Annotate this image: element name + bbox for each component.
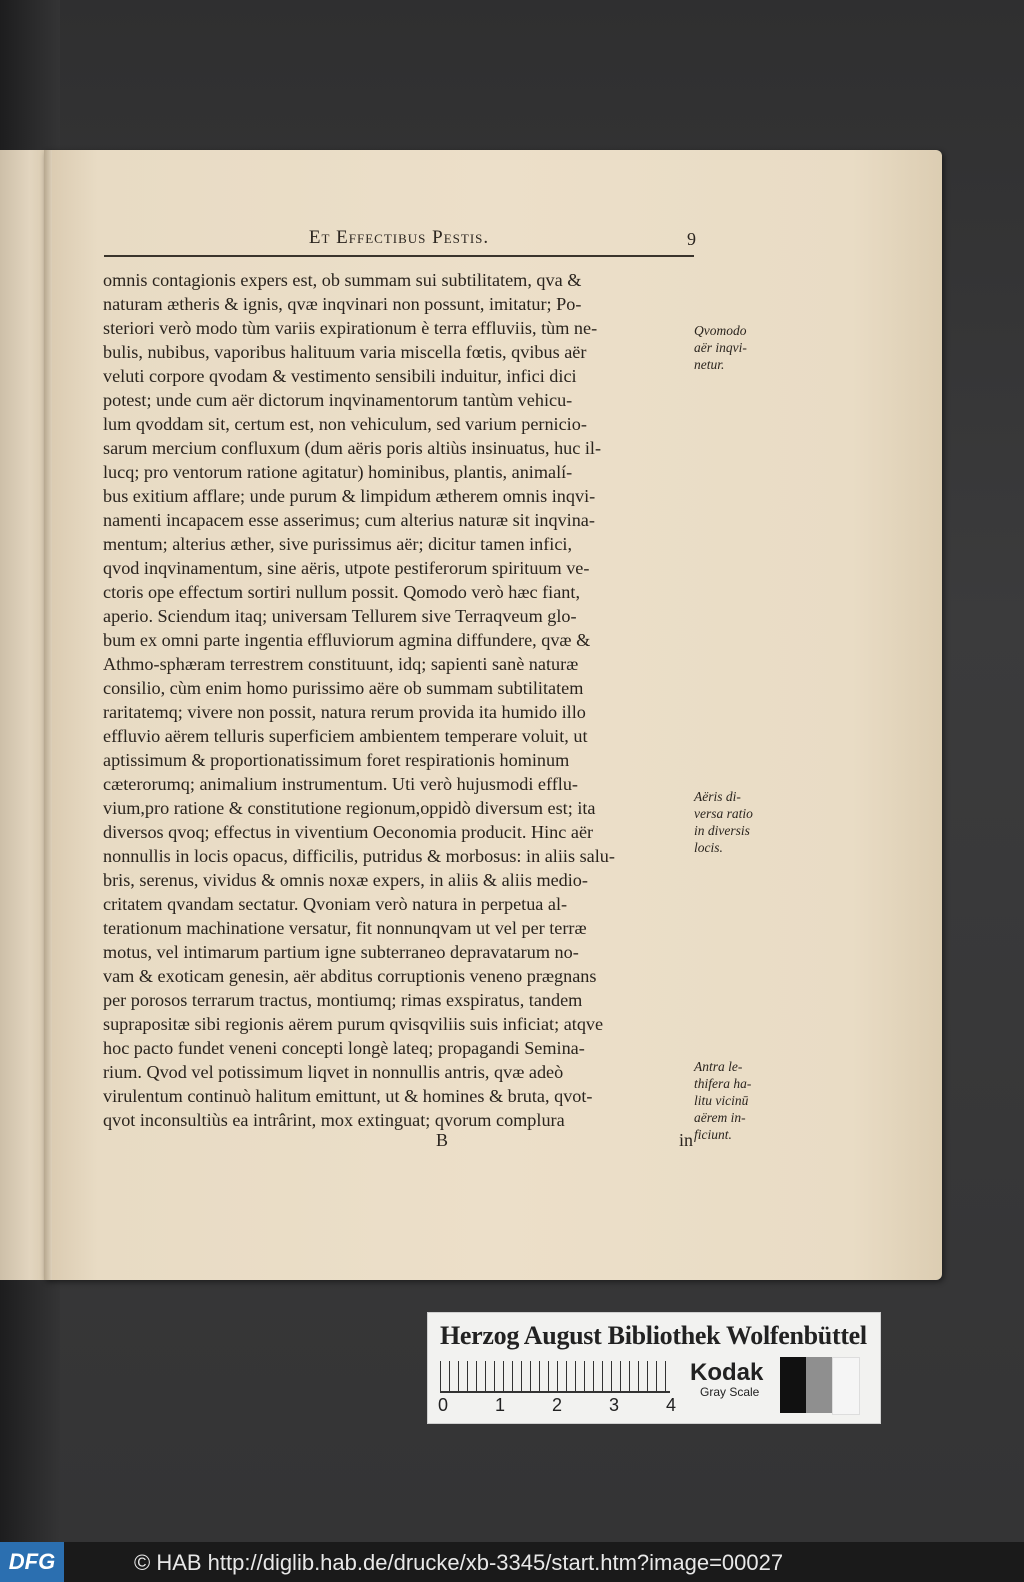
text-line: per porosos terrarum tractus, montiumq; rimas exspiratus, tandem	[103, 990, 583, 1010]
text-line: rium. Qvod vel potissimum liqvet in nonnullis antris, qvæ adeò	[103, 1062, 564, 1082]
black-swatch	[780, 1357, 806, 1413]
text-line: steriori verò modo tùm variis expirationum è terra effluviis, tùm ne-	[103, 318, 598, 338]
text-line: virulentum continuò halitum emittunt, ut & homines & bruta, qvot-	[103, 1086, 593, 1106]
dfg-logo[interactable]: DFG	[0, 1542, 64, 1582]
text-line: consilio, cùm enim homo purissimo aëre ob summam subtilitatem	[103, 678, 584, 698]
text-line: mentum; alterius æther, sive purissimus aër; dicitur tamen infici,	[103, 534, 573, 554]
text-line: lucq; pro ventorum ratione agitatur) hominibus, plantis, animalí-	[103, 462, 573, 482]
catchword: in	[678, 1130, 693, 1150]
page-footer	[103, 1130, 693, 1158]
page-number: 9	[687, 229, 696, 249]
grayscale-label: Gray Scale	[700, 1385, 760, 1399]
text-line: naturam ætheris & ignis, qvæ inqvinari non possunt, imitatur; Po-	[103, 294, 582, 314]
running-title: Et Effectibus Pestis.	[308, 227, 490, 248]
text-line: terationum machinatione versatur, fit nonnunqvam ut vel per terræ	[103, 918, 587, 938]
margin-note-line: locis.	[694, 840, 723, 855]
text-line: vium,pro ratione & constitutione regionum,oppidò diversum est; ita	[103, 798, 596, 818]
margin-note-line: netur.	[694, 357, 725, 372]
ruler-number: 4	[666, 1395, 677, 1415]
ruler-scale	[440, 1361, 670, 1393]
page-header	[104, 225, 694, 257]
margin-note-line: ficiunt.	[694, 1127, 732, 1142]
text-line: bus exitium afflare; unde purum & limpidum ætherem omnis inqvi-	[103, 486, 596, 506]
text-line: nonnullis in locis opacus, difficilis, putridus & morbosus: in aliis salu-	[103, 846, 615, 866]
text-line: sarum mercium confluxum (dum aëris poris altiùs insinuatus, huc il-	[103, 438, 602, 458]
body-text	[103, 268, 693, 1132]
text-line: aperio. Sciendum itaq; universam Tellurem sive Terraqveum glo-	[103, 606, 577, 626]
text-line: veluti corpore qvodam & vestimento sensibili induitur, infici dici	[103, 366, 577, 386]
viewer-footer	[0, 1542, 1024, 1582]
ruler-number: 2	[552, 1395, 563, 1415]
signature-mark: B	[436, 1130, 449, 1150]
text-line: cæterorumq; animalium instrumentum. Uti verò hujusmodi efflu-	[103, 774, 578, 794]
text-line: qvot inconsultiùs ea intrârint, mox extinguat; qvorum complura	[103, 1110, 565, 1130]
ruler-number: 0	[438, 1395, 449, 1415]
text-line: lum qvoddam sit, certum est, non vehiculum, sed varium pernicio-	[103, 414, 587, 434]
header-rule	[104, 255, 694, 257]
text-line: namenti incapacem esse asserimus; cum alterius naturæ sit inqvina-	[103, 510, 595, 530]
text-line: raritatemq; vivere non possit, natura rerum provida ita humido illo	[103, 702, 586, 722]
margin-note-line: Qvomodo	[694, 323, 747, 338]
ruler-numbers	[438, 1395, 678, 1417]
text-line: suprapositæ sibi regionis aërem purum qvisqviliis suis inficiat; atqve	[103, 1014, 604, 1034]
white-swatch	[832, 1357, 860, 1415]
margin-note-line: Aëris di-	[694, 789, 741, 804]
margin-note-line: litu vicinū	[694, 1093, 749, 1108]
text-line: motus, vel intimarum partium igne subterraneo depravatarum no-	[103, 942, 579, 962]
margin-note-line: versa ratio	[694, 806, 753, 821]
page-gutter	[44, 150, 52, 1280]
text-line: vam & exoticam genesin, aër abditus corruptionis veneno prægnans	[103, 966, 597, 986]
text-line: qvod inqvinamentum, sine aëris, utpote pestiferorum spirituum ve-	[103, 558, 590, 578]
text-line: critatem qvandam sectatur. Qvoniam verò natura in perpetua al-	[103, 894, 568, 914]
text-line: bum ex omni parte ingentia effluviorum agmina diffundere, qvæ &	[103, 630, 591, 650]
margin-note-line: aër inqvi-	[694, 340, 747, 355]
ruler-number: 1	[495, 1395, 506, 1415]
margin-note-line: thifera ha-	[694, 1076, 752, 1091]
margin-note-aeris	[694, 788, 784, 856]
text-line: ctoris ope effectum sortiri nullum possit. Qomodo verò hæc fiant,	[103, 582, 581, 602]
text-line: bris, serenus, vividus & omnis noxæ expers, in aliis & aliis medio-	[103, 870, 588, 890]
margin-note-line: aërem in-	[694, 1110, 746, 1125]
text-line: bulis, nubibus, vaporibus halituum varia miscella fœtis, qvibus aër	[103, 342, 587, 362]
kodak-logo: Kodak	[690, 1359, 764, 1386]
institution-name: Herzog August Bibliothek Wolfenbüttel	[440, 1321, 867, 1350]
text-line: aptissimum & proportionatissimum foret respirationis hominum	[103, 750, 570, 770]
text-line: Athmo-sphæram terrestrem constituunt, idq; sapienti sanè naturæ	[103, 654, 579, 674]
text-line: effluvio aërem telluris superficiem ambientem temperare voluit, ut	[103, 726, 588, 746]
gray-swatch	[806, 1357, 832, 1413]
text-line: diversos qvoq; effectus in viventium Oeconomia producit. Hinc aër	[103, 822, 594, 842]
margin-note-antra	[694, 1058, 784, 1143]
text-line: omnis contagionis expers est, ob summam sui subtilitatem, qva &	[103, 270, 582, 290]
margin-note-line: Antra le-	[694, 1059, 743, 1074]
text-line: potest; unde cum aër dictorum inqvinamentorum tantùm vehicu-	[103, 390, 573, 410]
color-target	[427, 1312, 881, 1424]
copyright-url[interactable]: © HAB http://diglib.hab.de/drucke/xb-3345/start.htm?image=00027	[134, 1550, 784, 1575]
margin-note-line: in diversis	[694, 823, 750, 838]
text-line: hoc pacto fundet veneni concepti longè lateq; propagandi Semina-	[103, 1038, 585, 1058]
margin-note-qvomodo	[694, 322, 784, 373]
ruler-number: 3	[609, 1395, 620, 1415]
